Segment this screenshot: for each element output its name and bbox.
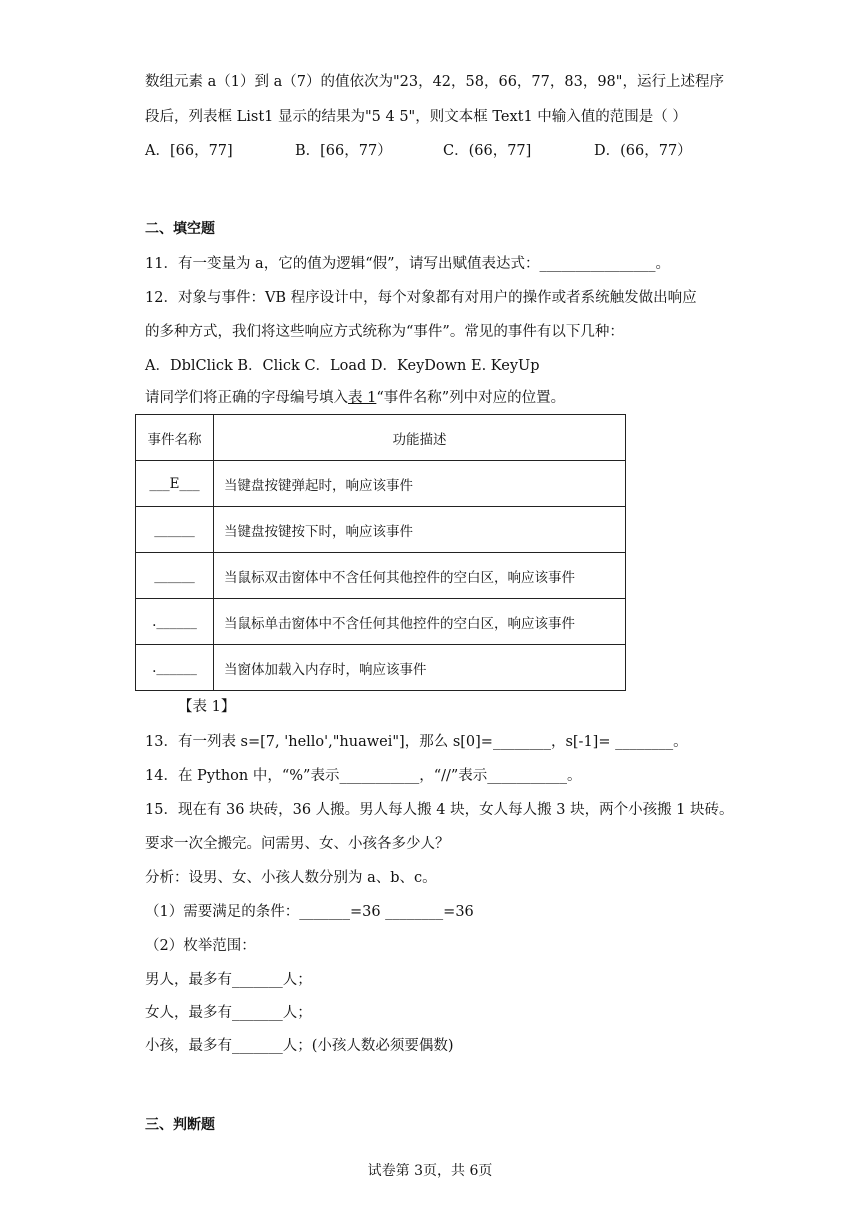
q12-table-ref: 表 1 (348, 390, 377, 406)
section-true-false-title: 三、判断题 (145, 1117, 215, 1133)
event-desc-cell: 当键盘按键按下时，响应该事件 (214, 507, 626, 553)
table-row (136, 553, 626, 599)
q15-women: 女人，最多有_______人； (145, 1005, 312, 1021)
event-name-cell: .______ (136, 645, 214, 691)
q15-kids: 小孩，最多有_______人；(小孩人数必须要偶数) (145, 1038, 454, 1054)
section-fill-blank-title: 二、填空题 (145, 221, 215, 237)
q11-text: 11．有一变量为 a，它的值为逻辑“假”，请写出赋值表达式：________________。 (145, 256, 671, 272)
q10-option-b: B．[66，77） (295, 143, 392, 159)
q10-option-a: A．[66，77] (145, 143, 233, 159)
q10-line-2: 段后，列表框 List1 显示的结果为"5 4 5"，则文本框 Text1 中输入值的范围是（ ） (145, 109, 687, 125)
table-row (136, 507, 626, 553)
event-name-cell: .______ (136, 599, 214, 645)
event-desc-cell: 当键盘按键弹起时，响应该事件 (214, 461, 626, 507)
q15-line-2: 要求一次全搬完。问需男、女、小孩各多少人？ (145, 836, 450, 852)
table-row (136, 599, 626, 645)
q15-line-1: 15．现在有 36 块砖，36 人搬。男人每人搬 4 块，女人每人搬 3 块，两个小孩搬 1 块砖。 (145, 802, 734, 818)
q13-text: 13．有一列表 s=[7, 'hello',"huawei"]，那么 s[0]=________，s[-1]= ________。 (145, 734, 688, 750)
q12-line-1: 12．对象与事件：VB 程序设计中，每个对象都有对用户的操作或者系统触发做出响应 (145, 290, 697, 306)
header-event-name: 事件名称 (136, 415, 214, 461)
event-name-cell: ___E___ (136, 461, 214, 507)
q10-option-d: D．(66，77） (594, 143, 692, 159)
event-name-cell: ______ (136, 507, 214, 553)
q12-line-2: 的多种方式，我们将这些响应方式统称为“事件”。常见的事件有以下几种： (145, 324, 624, 340)
table-row (136, 645, 626, 691)
q10-option-c: C．(66，77] (443, 143, 532, 159)
page-footer: 试卷第 3页，共 6页 (367, 1163, 493, 1179)
event-desc-cell: 当窗体加载入内存时，响应该事件 (214, 645, 626, 691)
q15-analysis: 分析：设男、女、小孩人数分别为 a、b、c。 (145, 870, 437, 886)
event-table-header (136, 415, 626, 461)
table-caption: 【表 1】 (178, 699, 236, 715)
q12-event-list: A．DblClick B．Click C．Load D．KeyDown E. KeyUp (145, 358, 540, 374)
event-desc-cell: 当鼠标单击窗体中不含任何其他控件的空白区，响应该事件 (214, 599, 626, 645)
event-table (135, 414, 626, 691)
header-description: 功能描述 (214, 415, 626, 461)
q10-line-1: 数组元素 a（1）到 a（7）的值依次为"23，42，58，66，77，83，98"，运行上述程序 (145, 74, 724, 90)
q15-range-title: （2）枚举范围： (145, 938, 256, 954)
event-name-cell: ______ (136, 553, 214, 599)
q12-instruction-post: “事件名称”列中对应的位置。 (376, 390, 566, 406)
q12-instruction (145, 388, 565, 408)
event-desc-cell: 当鼠标双击窗体中不含任何其他控件的空白区，响应该事件 (214, 553, 626, 599)
q15-men: 男人，最多有_______人； (145, 972, 312, 988)
table-row (136, 461, 626, 507)
q15-conditions: （1）需要满足的条件：_______=36 ________=36 (145, 904, 474, 920)
q12-instruction-pre: 请同学们将正确的字母编号填入 (145, 390, 348, 406)
q14-text: 14．在 Python 中，“%”表示___________，“//”表示___________。 (145, 768, 582, 784)
